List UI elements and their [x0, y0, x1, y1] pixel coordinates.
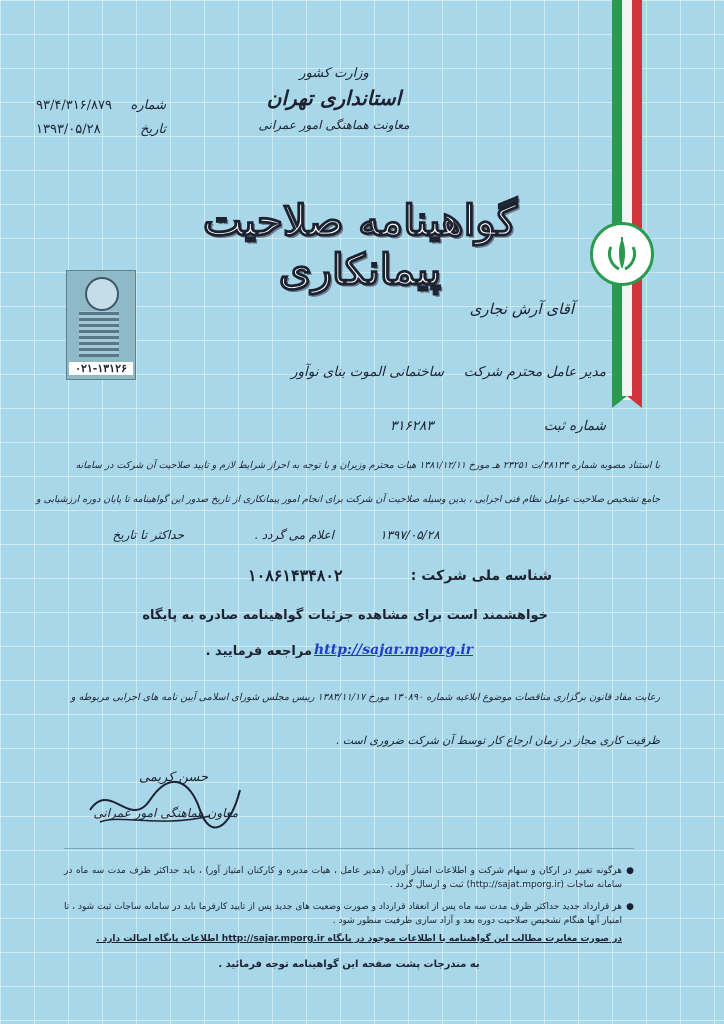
- certificate-title: گواهینامه صلاحیت پیمانکاری: [203, 196, 517, 294]
- note-item: [64, 900, 634, 928]
- date-value: ۱۳۹۳/۰۵/۲۸: [36, 122, 101, 137]
- note-item: [64, 864, 634, 892]
- registration-label: شماره ثبت: [543, 418, 606, 434]
- body-line-3-post: اعلام می گردد .: [254, 528, 334, 542]
- emblem-icon: [590, 222, 654, 286]
- notes-section: [64, 864, 634, 972]
- registration-value: ۳۱۶۲۸۳: [390, 418, 434, 434]
- note-text-3: در صورت مغایرت مطالب این گواهینامه با اطلاعات موجود در پایگاه http://sajar.mporg.ir اطلاعات پایگاه اصالت دارد .: [96, 934, 622, 944]
- bullet-icon: ●: [626, 866, 634, 876]
- stamp-code: ۰۲۱-۱۳۱۲۶: [69, 362, 133, 375]
- number-value: ۹۳/۴/۳۱۶/۸۷۹: [36, 98, 112, 113]
- ministry-name: وزارت کشور: [299, 66, 369, 81]
- notice-line-1: خواهشمند است برای مشاهده جزئیات گواهینامه صادره به پایگاه: [142, 608, 548, 623]
- deputy-name: معاونت هماهنگی امور عمرانی: [258, 118, 410, 132]
- compliance-line-1: رعایت مفاد قانون برگزاری مناقصات موضوع ابلاغیه شماره ۱۳۰۸۹۰ مورخ ۱۳۸۳/۱۱/۱۷ رییس مجلس شورای اسلامی آیین نامه های اجرایی مربوطه و: [70, 692, 660, 703]
- notice-line-2: مراجعه فرمایید .: [205, 644, 312, 659]
- compliance-line-2: ظرفیت کاری مجاز در زمان ارجاع کار توسط آن شرکت ضروری است .: [335, 734, 660, 747]
- signatory-title: معاون هماهنگی امور عمرانی: [93, 806, 238, 820]
- notes-divider: [64, 848, 634, 849]
- ribbon-tip: [612, 396, 642, 408]
- company-name: ساختمانی الموت بنای نوآور: [290, 364, 444, 380]
- body-line-1: با استناد مصوبه شماره ۴۸۱۳۳/ت ۲۳۲۵۱ هـ مورخ ۱۳۸۱/۱۲/۱۱ هیات محترم وزیران و با توجه به احراز شرایط لازم و تایید صلاحیت آن شرکت در سامانه: [75, 460, 660, 471]
- body-line-2: جامع تشخیص صلاحیت عوامل نظام فنی اجرایی ، بدین وسیله صلاحیت آن شرکت برای انجام امور پیمانکاری از تاریخ صدور این گواهینامه تا پایان دوره ارزشیابی و: [36, 494, 660, 505]
- governorate-name: استانداری تهران: [266, 86, 402, 110]
- date-label: تاریخ: [140, 122, 166, 137]
- note-item: [64, 932, 634, 946]
- seal-icon: [85, 277, 119, 311]
- sajar-link[interactable]: http://sajar.mporg.ir: [314, 642, 474, 658]
- note-text-1: هرگونه تغییر در ارکان و سهام شرکت و اطلاعات امتیاز آوران (مدیر عامل ، هیات مدیره و کارکنان امتیاز آور) ، باید حداکثر ظرف مدت سه ماه در سامانه ساجات (http://sajat.mporg.ir) ثبت و ارسال گردد .: [64, 866, 622, 890]
- security-stamp: [66, 270, 136, 380]
- ceo-label: مدیر عامل محترم شرکت: [463, 364, 606, 380]
- note-text-4: به مندرجات پشت صفحه این گواهینامه توجه فرمائید .: [218, 959, 480, 970]
- national-id-label: شناسه ملی شرکت :: [410, 568, 552, 584]
- bullet-icon: ●: [626, 902, 634, 912]
- note-text-2: هر قرارداد جدید حداکثر ظرف مدت سه ماه پس از انعقاد قرارداد و صورت وضعیت های جدید پس از تایید کارفرما باید در سامانه ساجات ثبت شود ، تا امتیاز آنها هنگام تشخیص صلاحیت دوره بعد و آزاد سازی ظرفیت منظور شود .: [64, 902, 622, 926]
- signature-scribble-icon: [80, 770, 250, 840]
- recipient-name: آقای آرش نجاری: [469, 300, 574, 318]
- national-id-value: ۱۰۸۶۱۴۳۴۸۰۲: [248, 566, 343, 585]
- number-label: شماره: [130, 98, 166, 113]
- signatory-name: حسن کریمی: [139, 770, 208, 785]
- reference-block: [36, 94, 166, 142]
- validity-date: ۱۳۹۷/۰۵/۲۸: [380, 528, 440, 542]
- building-icon: [79, 311, 119, 357]
- flag-ribbon: [612, 0, 642, 400]
- body-line-3-pre: حداکثر تا تاریخ: [112, 528, 184, 542]
